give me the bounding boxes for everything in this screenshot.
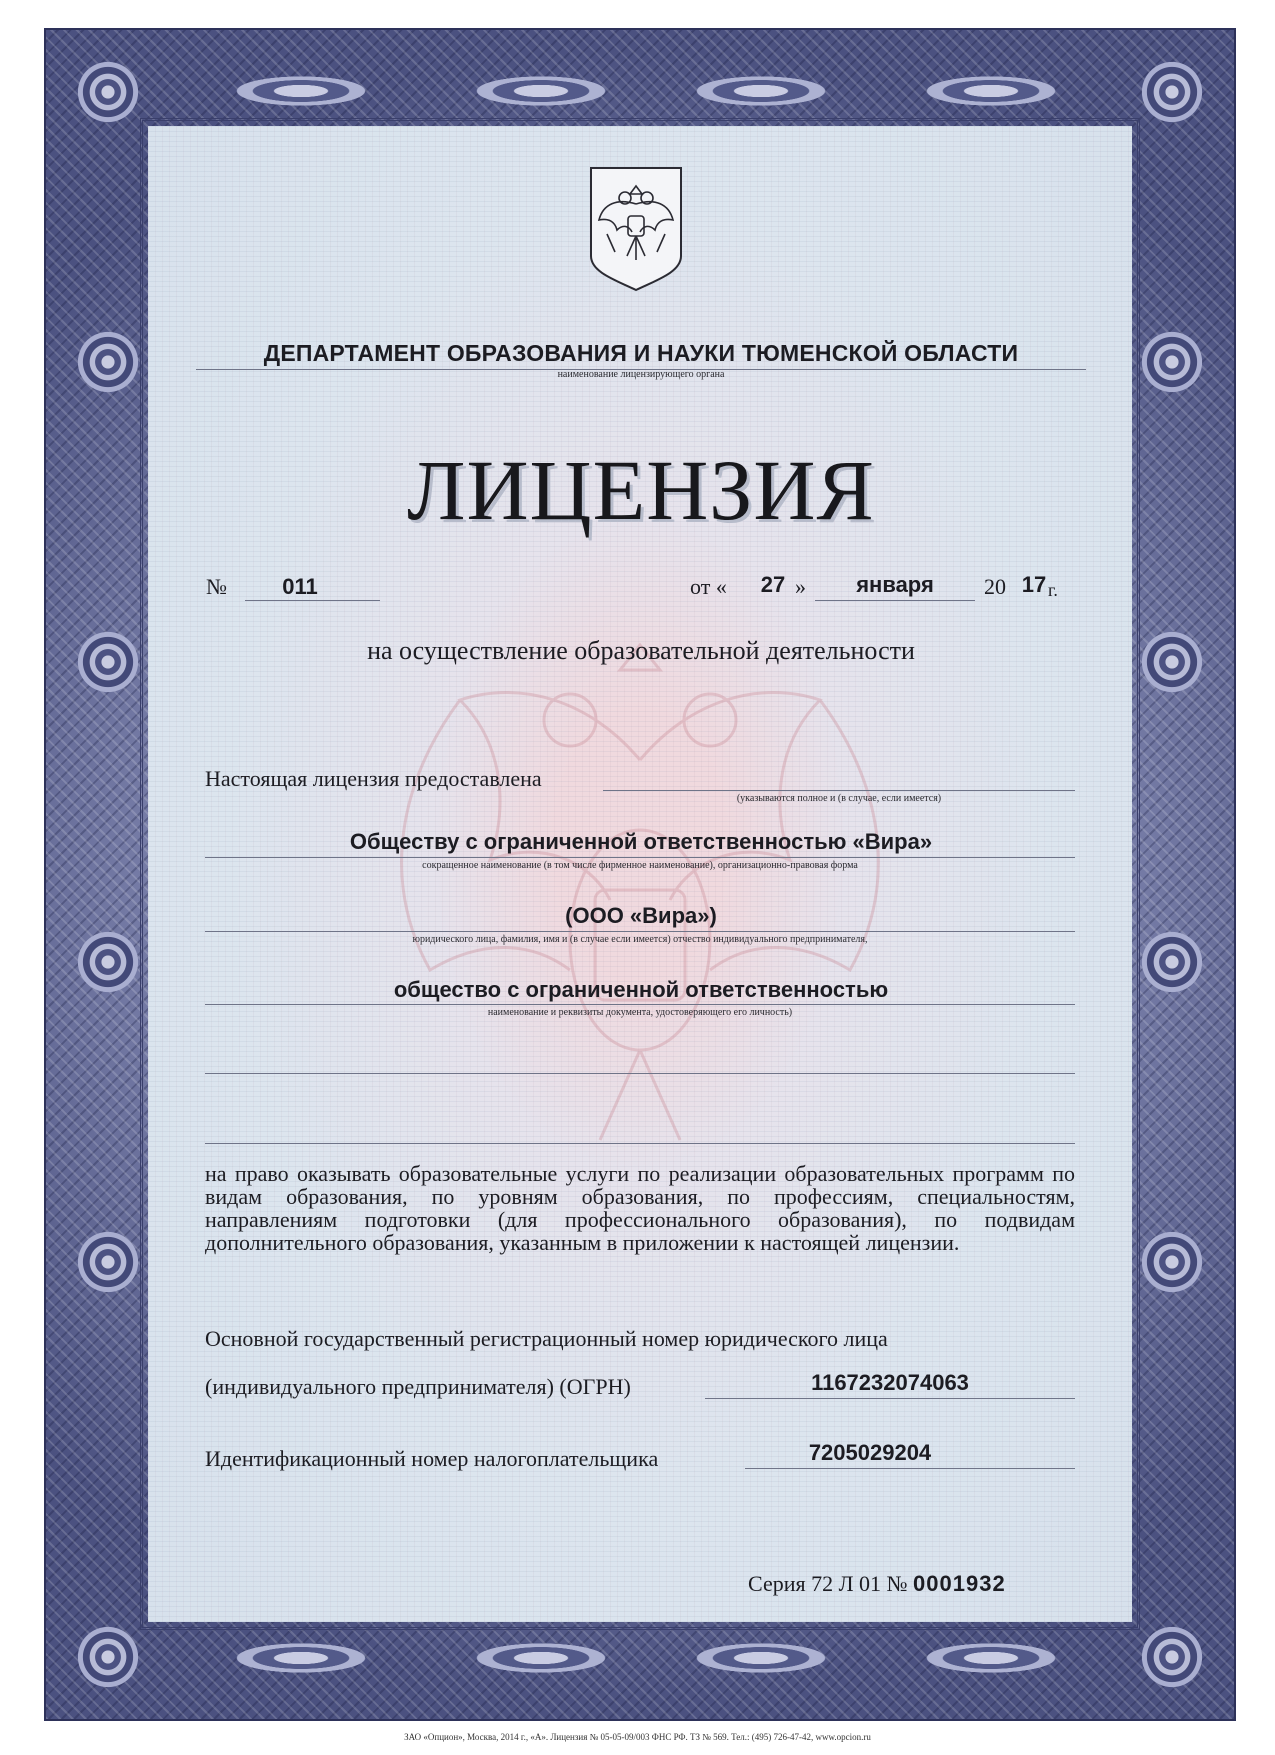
form-series bbox=[748, 1571, 1006, 1597]
grantee-caption-1: (указываются полное и (в случае, если имеется) bbox=[736, 793, 942, 804]
frame-ribbon-bottom bbox=[226, 1641, 376, 1675]
frame-rosette-left bbox=[76, 1230, 140, 1294]
blank-line-2 bbox=[205, 1143, 1075, 1144]
series-number-label: № bbox=[886, 1571, 908, 1596]
grantee-legal-form-underline bbox=[205, 1004, 1075, 1005]
inn-label: Идентификационный номер налогоплательщика bbox=[205, 1446, 659, 1471]
frame-rosette-right bbox=[1140, 330, 1204, 394]
inn-value: 7205029204 bbox=[808, 1440, 932, 1465]
frame-rosette-top-right bbox=[1140, 60, 1204, 124]
frame-rosette-left bbox=[76, 630, 140, 694]
ogrn-label-line-2: (индивидуального предпринимателя) (ОГРН) bbox=[205, 1374, 631, 1399]
frame-rosette-top-left bbox=[76, 60, 140, 124]
frame-ribbon-top bbox=[916, 74, 1066, 108]
license-year-prefix: 20 bbox=[984, 574, 1006, 599]
frame-rosette-right bbox=[1140, 1230, 1204, 1294]
series-code: 72 Л 01 bbox=[811, 1571, 882, 1596]
licensing-authority-caption: наименование лицензирующего органа bbox=[557, 369, 725, 380]
grantee-caption-2: сокращенное наименование (в том числе фирменное наименование), организационно-правовая форма bbox=[422, 860, 858, 871]
license-subtitle: на осуществление образовательной деятельности bbox=[367, 636, 915, 665]
ogrn-underline bbox=[705, 1398, 1075, 1399]
grantee-short-name: (ООО «Вира») bbox=[565, 903, 717, 928]
printer-footer: ЗАО «Опцион», Москва, 2014 г., «А». Лицензия № 05-05-09/003 ФНС РФ. ТЗ № 569. Тел.: (495) 726-47-42, www.opcion.ru bbox=[404, 1732, 871, 1742]
grantee-caption-4: наименование и реквизиты документа, удостоверяющего его личность) bbox=[487, 1007, 793, 1018]
grantee-intro-underline bbox=[603, 790, 1075, 791]
grantee-full-name: Обществу с ограниченной ответственностью «Вира» bbox=[349, 829, 933, 854]
frame-ribbon-top bbox=[466, 74, 616, 108]
frame-ribbon-top bbox=[686, 74, 836, 108]
frame-rosette-left bbox=[76, 930, 140, 994]
grantee-legal-form: общество с ограниченной ответственностью bbox=[393, 977, 889, 1002]
license-date-day: 27 bbox=[760, 572, 786, 597]
grantee-short-name-underline bbox=[205, 931, 1075, 932]
frame-rosette-right bbox=[1140, 630, 1204, 694]
frame-ribbon-bottom bbox=[686, 1641, 836, 1675]
license-year-suffix: 17 bbox=[1021, 572, 1047, 597]
frame-rosette-left bbox=[76, 330, 140, 394]
blank-line-1 bbox=[205, 1073, 1075, 1074]
frame-rosette-right bbox=[1140, 930, 1204, 994]
ogrn-value: 1167232074063 bbox=[811, 1370, 969, 1395]
series-label: Серия bbox=[748, 1571, 806, 1596]
inn-underline bbox=[745, 1468, 1075, 1469]
ogrn-label-line-1: Основной государственный регистрационный номер юридического лица bbox=[205, 1326, 888, 1351]
license-date-month: января bbox=[856, 572, 934, 597]
license-rights-text: на право оказывать образовательные услуги по реализации образовательных программ по видам образования, по уровням образования, по профессиям, специальностям, направлениям подготовки (для профессионального образования), по подвидам дополнительного образования, указанным в приложении к настоящей лицензии. bbox=[205, 1161, 1075, 1255]
frame-ribbon-bottom bbox=[916, 1641, 1066, 1675]
grantee-intro: Настоящая лицензия предоставлена bbox=[205, 766, 542, 791]
license-number-label: № bbox=[206, 574, 227, 599]
coat-of-arms-icon bbox=[587, 164, 685, 292]
license-number-underline bbox=[245, 600, 380, 601]
grantee-caption-3: юридического лица, фамилия, имя и (в случае если имеется) отчество индивидуального предпринимателя, bbox=[412, 934, 868, 945]
frame-ribbon-top bbox=[226, 74, 376, 108]
grantee-full-name-underline bbox=[205, 857, 1075, 858]
license-date-day-close: » bbox=[795, 574, 806, 599]
document-title: ЛИЦЕНЗИЯ bbox=[407, 442, 875, 538]
eagle-watermark-icon bbox=[340, 640, 940, 1160]
series-number: 0001932 bbox=[913, 1571, 1006, 1596]
license-month-underline bbox=[815, 600, 975, 601]
license-year-unit: г. bbox=[1048, 580, 1058, 600]
frame-rosette-bottom-right bbox=[1140, 1625, 1204, 1689]
license-date-prefix: от « bbox=[690, 574, 727, 599]
frame-rosette-bottom-left bbox=[76, 1625, 140, 1689]
frame-ribbon-bottom bbox=[466, 1641, 616, 1675]
license-number: 011 bbox=[282, 574, 318, 599]
licensing-authority-name: ДЕПАРТАМЕНТ ОБРАЗОВАНИЯ И НАУКИ ТЮМЕНСКОЙ ОБЛАСТИ bbox=[196, 340, 1086, 370]
